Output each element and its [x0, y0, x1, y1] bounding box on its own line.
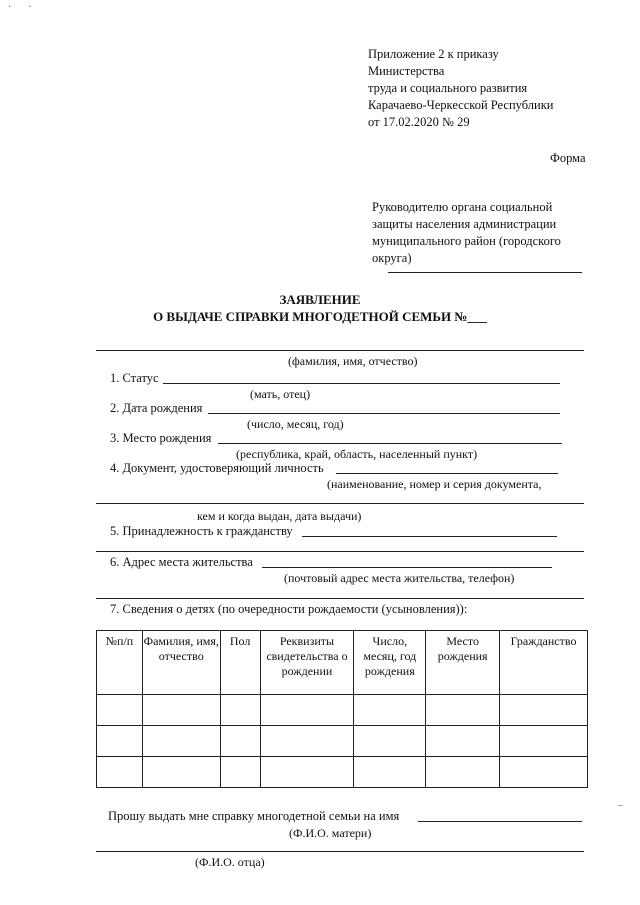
column-header-birthdate: Число, месяц, год рождения: [354, 631, 426, 695]
status-line[interactable]: [163, 383, 560, 384]
birthplace-line[interactable]: [218, 443, 562, 444]
column-header-citizenship: Гражданство: [500, 631, 588, 695]
request-label: Прошу выдать мне справку многодетной семьи на имя: [108, 809, 400, 823]
table-cell[interactable]: [260, 695, 354, 726]
table-cell[interactable]: [97, 695, 143, 726]
column-header-fio: Фамилия, имя, отчество: [142, 631, 220, 695]
table-cell[interactable]: [500, 726, 588, 757]
table-cell[interactable]: [97, 726, 143, 757]
addressee-line: защиты населения администрации: [372, 217, 557, 231]
form-label: Форма: [550, 151, 586, 165]
document-label: 4. Документ, удостоверяющий личность: [110, 461, 324, 475]
document-subtitle: О ВЫДАЧЕ СПРАВКИ МНОГОДЕТНОЙ СЕМЬИ №___: [153, 309, 487, 324]
scan-speck: ·: [28, 2, 32, 13]
annex-line: от 17.02.2020 № 29: [368, 115, 470, 129]
birthplace-label: 3. Место рождения: [110, 431, 212, 445]
document-title: ЗАЯВЛЕНИЕ: [279, 292, 361, 307]
status-hint: (мать, отец): [250, 387, 311, 401]
scan-speck: –: [618, 800, 623, 811]
table-cell[interactable]: [500, 757, 588, 788]
table-cell[interactable]: [220, 726, 260, 757]
address-label: 6. Адрес места жительства: [110, 555, 253, 569]
citizenship-line[interactable]: [302, 536, 557, 537]
table-row: [97, 726, 588, 757]
table-cell[interactable]: [97, 757, 143, 788]
birthdate-line[interactable]: [208, 413, 560, 414]
addressee-block: [372, 199, 561, 267]
father-name-line[interactable]: [96, 851, 584, 852]
table-cell[interactable]: [426, 695, 500, 726]
table-cell[interactable]: [354, 695, 426, 726]
address-extra-line[interactable]: [96, 598, 584, 599]
table-cell[interactable]: [142, 726, 220, 757]
table-cell[interactable]: [220, 695, 260, 726]
document-hint: (наименование, номер и серия документа,: [327, 477, 542, 491]
column-header-number: №п/п: [97, 631, 143, 695]
applicant-fio-line[interactable]: [96, 350, 584, 351]
annex-block: [368, 46, 553, 131]
table-cell[interactable]: [260, 757, 354, 788]
annex-line: Министерства: [368, 64, 445, 78]
citizenship-extra-line[interactable]: [96, 551, 584, 552]
addressee-name-line[interactable]: [388, 272, 582, 273]
mother-hint: (Ф.И.О. матери): [289, 826, 372, 840]
addressee-line: Руководителю органа социальной: [372, 200, 553, 214]
table-cell[interactable]: [220, 757, 260, 788]
addressee-line: муниципального район (городского: [372, 234, 561, 248]
table-cell[interactable]: [354, 726, 426, 757]
citizenship-label: 5. Принадлежность к гражданству: [110, 524, 293, 538]
column-header-birthplace: Место рождения: [426, 631, 500, 695]
address-line[interactable]: [262, 567, 552, 568]
status-label: 1. Статус: [110, 371, 159, 385]
birthdate-hint: (число, месяц, год): [247, 417, 344, 431]
annex-line: Приложение 2 к приказу: [368, 47, 499, 61]
addressee-line: округа): [372, 251, 412, 265]
address-hint: (почтовый адрес места жительства, телефон): [284, 571, 515, 585]
table-cell[interactable]: [142, 757, 220, 788]
column-header-sex: Пол: [220, 631, 260, 695]
children-table-header: [97, 631, 588, 695]
table-cell[interactable]: [426, 726, 500, 757]
father-hint: (Ф.И.О. отца): [195, 855, 265, 869]
children-table: [96, 630, 588, 788]
document-issuer-line[interactable]: [96, 503, 584, 504]
fio-hint: (фамилия, имя, отчество): [288, 354, 418, 368]
annex-line: Карачаево-Черкесской Республики: [368, 98, 554, 112]
annex-line: труда и социального развития: [368, 81, 528, 95]
birthplace-hint: (республика, край, область, населенный пункт): [236, 447, 478, 461]
column-header-certificate: Реквизиты свидетельства о рождении: [260, 631, 354, 695]
table-cell[interactable]: [260, 726, 354, 757]
document-line[interactable]: [336, 473, 558, 474]
table-cell[interactable]: [142, 695, 220, 726]
table-cell[interactable]: [426, 757, 500, 788]
birthdate-label: 2. Дата рождения: [110, 401, 203, 415]
table-row: [97, 695, 588, 726]
children-label: 7. Сведения о детях (по очередности рождаемости (усыновления)):: [110, 602, 468, 616]
scan-speck: ·: [8, 2, 12, 13]
mother-name-line[interactable]: [418, 821, 582, 822]
table-cell[interactable]: [500, 695, 588, 726]
document-hint-2: кем и когда выдан, дата выдачи): [197, 509, 362, 523]
table-cell[interactable]: [354, 757, 426, 788]
table-row: [97, 757, 588, 788]
